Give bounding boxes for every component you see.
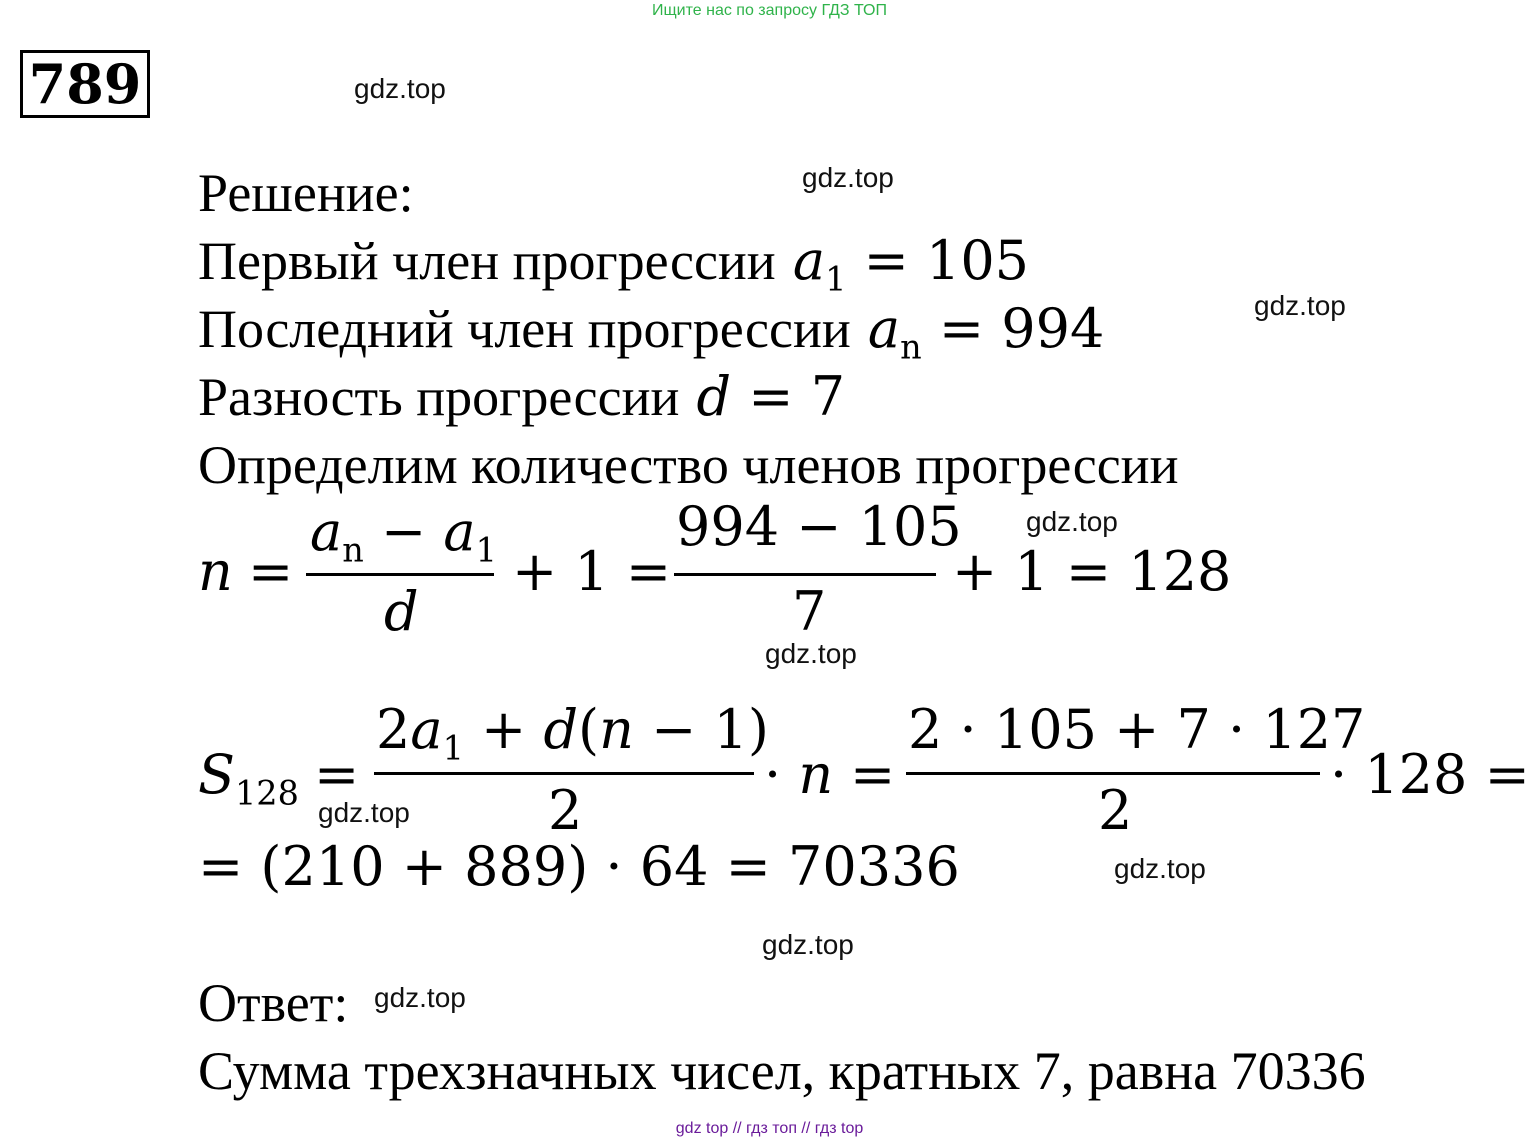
num1-var-d: d	[543, 698, 579, 761]
last-term-sub: n	[900, 327, 922, 367]
first-term-line	[198, 229, 1030, 299]
sum-lhs	[198, 743, 299, 813]
count-line: Определим количество членов прогрессии	[198, 435, 1179, 495]
sum-eq2: =	[850, 743, 896, 806]
watermark: gdz.top	[802, 162, 894, 193]
formula-n-eq: =	[248, 540, 294, 603]
difference-label: Разность прогрессии	[198, 367, 680, 427]
answer-heading: Ответ:	[198, 973, 349, 1033]
last-term-value: = 994	[938, 297, 1105, 360]
formula-n-plus: + 1 =	[512, 540, 672, 603]
solution-heading: Решение:	[198, 163, 414, 223]
watermark: gdz.top	[762, 929, 854, 960]
watermark: gdz.top	[1114, 853, 1206, 884]
answer-text: Сумма трехзначных чисел, кратных 7, равна 70336	[198, 1041, 1366, 1101]
sum-denominator2: 2	[1098, 779, 1133, 842]
sum-denominator1: 2	[548, 779, 583, 842]
first-term-label: Первый член прогрессии	[198, 231, 776, 291]
footer-links: gdz top // гдз топ // гдз top	[675, 1120, 864, 1137]
fraction-bar	[674, 573, 936, 576]
num1-var-n: n	[599, 698, 634, 761]
num1-plus: +	[481, 698, 527, 761]
sum-numerator2: 2 · 105 + 7 · 127	[908, 698, 1366, 761]
difference-var: d	[696, 365, 732, 428]
difference-line	[198, 365, 846, 428]
fraction-bar	[374, 772, 754, 775]
formula-n-numerator	[310, 500, 497, 570]
sum-tail: · 128 =	[1330, 743, 1530, 806]
top-banner: Ищите нас по запросу ГДЗ ТОП	[652, 2, 887, 19]
sum-eq: =	[314, 743, 360, 806]
sum-times-n	[764, 743, 834, 806]
num-var-a: a	[310, 500, 343, 563]
num-sub-n: n	[342, 530, 364, 570]
watermark: gdz.top	[374, 982, 466, 1013]
num1-sub-1: 1	[442, 728, 464, 768]
last-term-var: a	[867, 297, 901, 360]
fraction-bar	[906, 772, 1320, 775]
num1-var-a: a	[410, 698, 443, 761]
num-minus: −	[380, 500, 427, 563]
sum-result: = (210 + 889) · 64 = 70336	[198, 835, 960, 898]
sum-sub-128: 128	[235, 773, 299, 813]
times-dot: ·	[764, 743, 799, 806]
first-term-value: = 105	[863, 229, 1030, 292]
formula-n-denominator2: 7	[792, 580, 827, 643]
num-var-a1: a	[443, 500, 476, 563]
num-sub-1: 1	[475, 530, 497, 570]
watermark: gdz.top	[765, 638, 857, 669]
first-term-var: a	[792, 229, 826, 292]
fraction-bar	[306, 573, 494, 576]
watermark: gdz.top	[318, 797, 410, 828]
difference-value: = 7	[748, 365, 846, 428]
formula-n-lhs: n	[198, 540, 233, 603]
task-number: 789	[20, 50, 150, 118]
sum-var-s: S	[198, 743, 235, 806]
watermark: gdz.top	[1026, 506, 1118, 537]
watermark: gdz.top	[354, 73, 446, 104]
watermark: gdz.top	[1254, 290, 1346, 321]
num1-paren: (	[578, 698, 600, 761]
num1-tail: − 1)	[651, 698, 769, 761]
last-term-label: Последний член прогрессии	[198, 299, 851, 359]
sum-numerator1	[376, 698, 769, 768]
last-term-line	[198, 297, 1105, 367]
formula-n-denominator: d	[384, 580, 419, 643]
var-n: n	[798, 743, 834, 806]
num1-two: 2	[376, 698, 411, 761]
first-term-sub: 1	[825, 259, 847, 299]
formula-n-result: + 1 = 128	[952, 540, 1232, 603]
formula-n-numerator2: 994 − 105	[676, 495, 962, 558]
